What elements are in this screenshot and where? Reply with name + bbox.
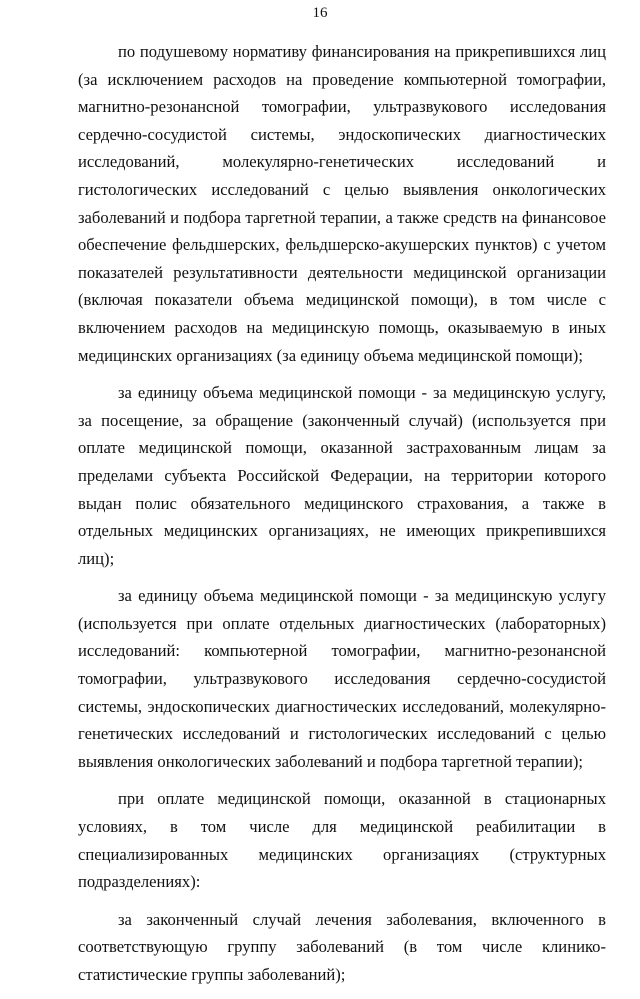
document-body xyxy=(78,38,606,999)
paragraph-inpatient-payment: при оплате медицинской помощи, оказанной в стационарных условиях, в том числе для медицинской реабилитации в специализированных медицинских организациях (структурных подразделениях): xyxy=(78,789,606,892)
page-number: 16 xyxy=(312,5,328,21)
paragraph-unit-diagnostic-service: за единицу объема медицинской помощи - за медицинскую услугу (используется при оплате отдельных диагностических (лабораторных) исследований: компьютерной томографии, магнитно-резонансной томографии, ультразвукового исследования сердечно-сосудистой системы, эндоскопических диагностических исследований, молекулярно-генетических исследований и гистологических исследований с целью выявления онкологических заболеваний и подбора таргетной терапии); xyxy=(78,586,606,771)
paragraph-unit-service-visit: за единицу объема медицинской помощи - за медицинскую услугу, за посещение, за обращение (законченный случай) (используется при оплате медицинской помощи, оказанной застрахованным лицам за пределами субъекта Российской Федерации, на территории которого выдан полис обязательного медицинского страхования, а также в отдельных медицинских организациях, не имеющих прикрепившихся лиц); xyxy=(78,383,606,568)
paragraph-completed-case: за законченный случай лечения заболевания, включенного в соответствующую группу заболеваний (в том числе клинико-статистические группы заболеваний); xyxy=(78,909,606,984)
paragraph-capitation-standard: по подушевому нормативу финансирования на прикрепившихся лиц (за исключением расходов на проведение компьютерной томографии, магнитно-резонансной томографии, ультразвукового исследования сердечно-сосудистой системы, эндоскопических диагностических исследований, молекулярно-генетических исследований и гистологических исследований с целью выявления онкологических заболеваний и подбора таргетной терапии, а также средств на финансовое обеспечение фельдшерских, фельдшерско-акушерских пунктов) с учетом показателей результативности деятельности медицинской организации (включая показатели объема медицинской помощи), в том числе с включением расходов на медицинскую помощь, оказываемую в иных медицинских организациях (за единицу объема медицинской помощи); xyxy=(78,42,606,365)
